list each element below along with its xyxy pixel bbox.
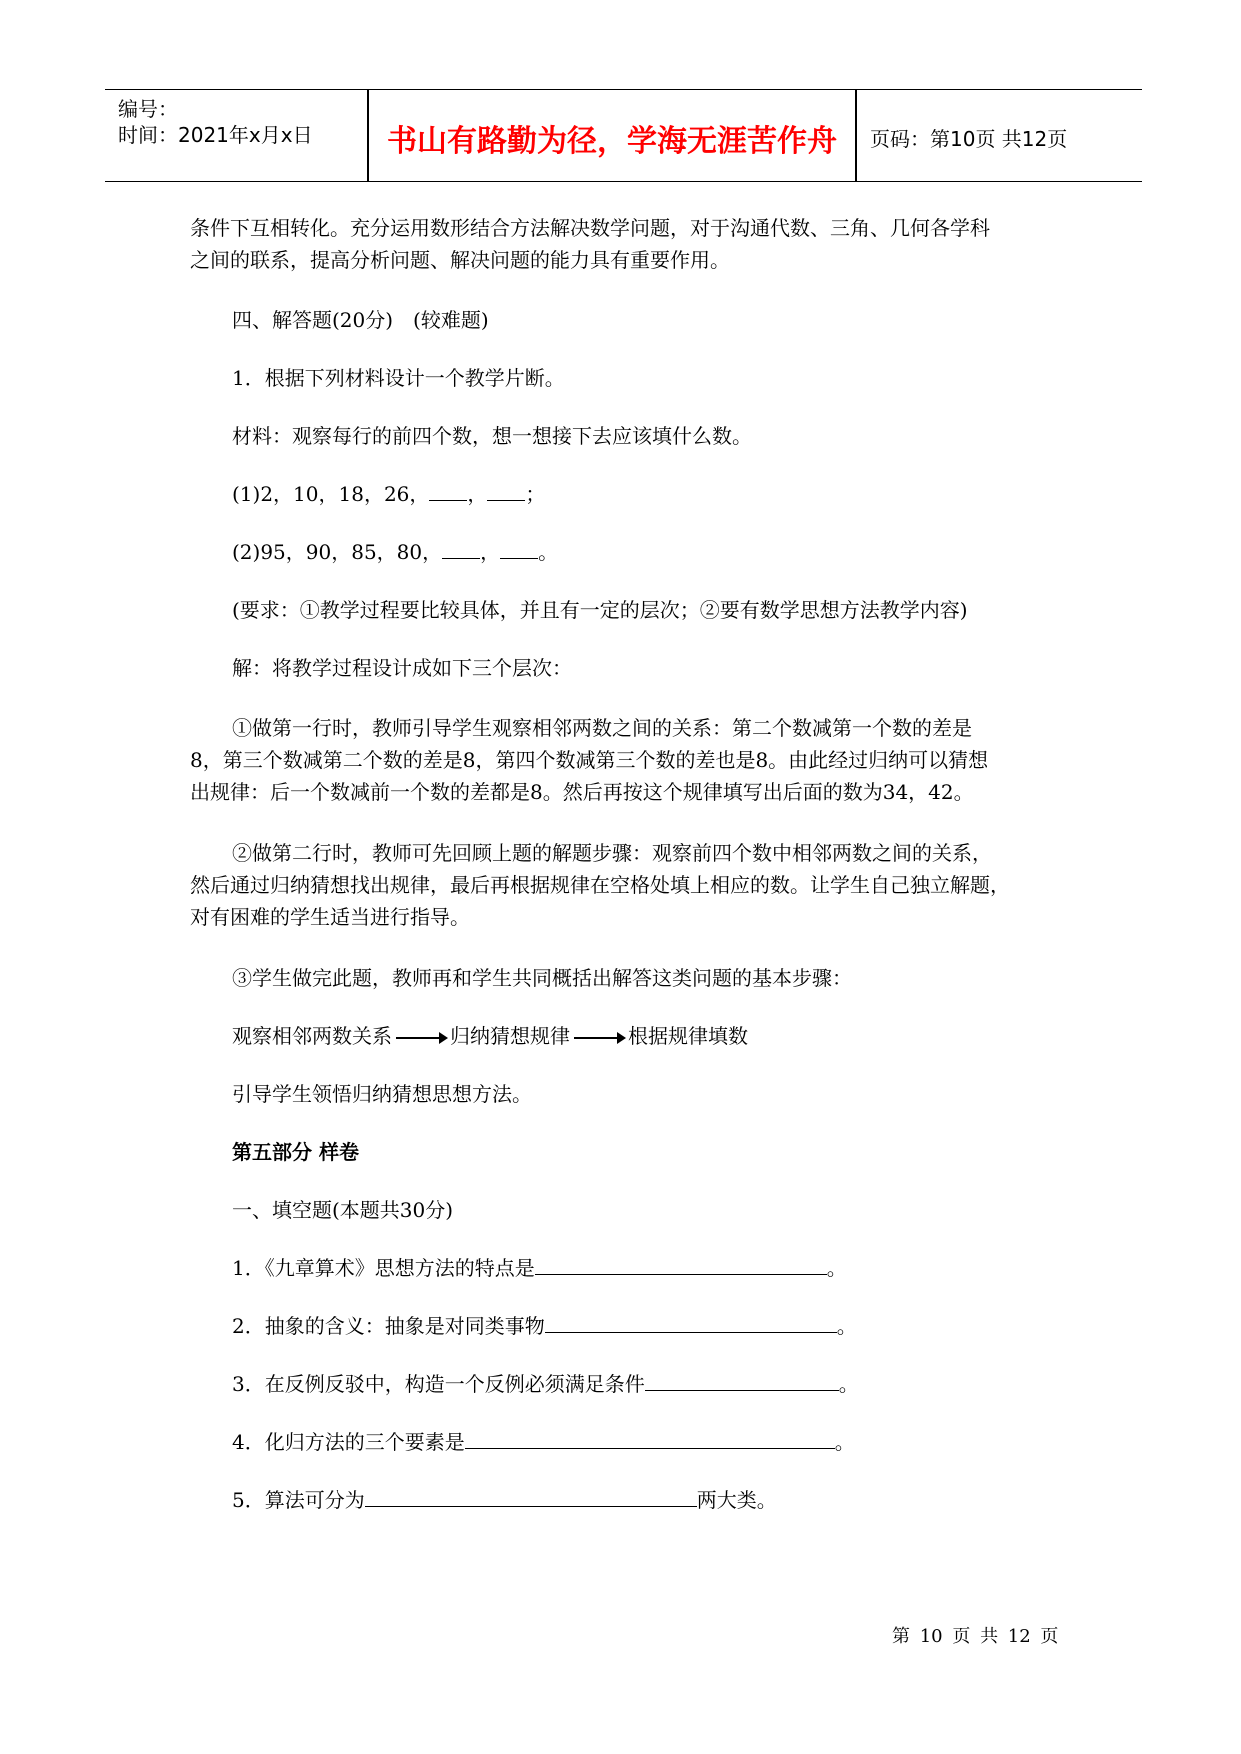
question-text: 两大类。 [696,1488,777,1512]
answer-blank[interactable] [535,1254,827,1275]
answer-blank[interactable] [465,1428,835,1449]
answer-blank[interactable] [500,538,538,559]
fill-question-1 [190,1252,1112,1284]
flow-diagram [190,1020,1112,1052]
paragraph-line: 8，第三个数减第二个数的差是8，第四个数减第三个数的差也是8。由此经过归纳可以猜想 [190,748,989,772]
question-text: 3．在反例反驳中，构造一个反例必须满足条件 [232,1372,645,1396]
section-heading: 一、填空题(本题共30分) [232,1198,454,1222]
flow-step: 观察相邻两数关系 [232,1024,392,1048]
arrow-right-icon [574,1037,624,1039]
header-page-info: 页码：第10页 共12页 [870,127,1068,151]
arrow-right-icon [396,1037,446,1039]
document-number-label: 编号： [118,97,178,121]
separator: 。 [538,540,559,564]
header-meta [118,96,358,148]
solution-intro: 解：将教学过程设计成如下三个层次： [232,656,572,680]
document-time-label: 时间：2021年x月x日 [118,123,313,147]
separator: ， [467,482,488,506]
question-text: 5．算法可分为 [232,1488,365,1512]
page-footer: 第 10 页 共 12 页 [892,1626,1059,1647]
paragraph-line: ①做第一行时，教师引导学生观察相邻两数之间的关系：第二个数减第一个数的差是 [232,716,972,740]
question-text: 4．化归方法的三个要素是 [232,1430,465,1454]
answer-blank[interactable] [545,1312,837,1333]
fill-question-4 [190,1426,1112,1458]
fill-question-5 [190,1484,1112,1516]
separator: ， [480,540,501,564]
answer-blank[interactable] [487,480,525,501]
sequence-text: (1)2，10，18，26， [232,482,430,506]
fill-question-3 [190,1368,1112,1400]
answer-blank[interactable] [442,538,480,559]
flow-step: 根据规律填数 [628,1024,748,1048]
flow-step: 归纳猜想规律 [450,1024,570,1048]
sequence-1 [190,478,1112,510]
period: 。 [836,1314,857,1338]
paragraph-line: 对有困难的学生适当进行指导。 [190,905,470,929]
requirement-text: (要求：①教学过程要比较具体，并且有一定的层次；②要有数学思想方法教学内容) [232,598,968,622]
period: 。 [826,1256,847,1280]
paragraph-line: ②做第二行时，教师可先回顾上题的解题步骤：观察前四个数中相邻两数之间的关系， [232,841,992,865]
sequence-text: (2)95，90，85，80， [232,540,443,564]
paragraph-line: 引导学生领悟归纳猜想思想方法。 [232,1082,532,1106]
header-divider [855,90,857,181]
part-heading: 第五部分 样卷 [232,1140,359,1164]
header-motto: 书山有路勤为径，学海无涯苦作舟 [387,124,837,159]
answer-blank[interactable] [365,1486,697,1507]
paragraph-line: ③学生做完此题，教师再和学生共同概括出解答这类问题的基本步骤： [232,966,852,990]
paragraph-line: 条件下互相转化。充分运用数形结合方法解决数学问题，对于沟通代数、三角、几何各学科 [190,216,990,240]
fill-question-2 [190,1310,1112,1342]
material-text: 材料：观察每行的前四个数，想一想接下去应该填什么数。 [232,424,752,448]
answer-blank[interactable] [645,1370,839,1391]
page-header [105,89,1142,182]
sequence-2 [190,536,1112,568]
paragraph-line: 之间的联系，提高分析问题、解决问题的能力具有重要作用。 [190,248,730,272]
answer-blank[interactable] [429,480,467,501]
question-text: 1．根据下列材料设计一个教学片断。 [232,366,565,390]
paragraph-line: 然后通过归纳猜想找出规律，最后再根据规律在空格处填上相应的数。让学生自己独立解题， [190,873,1010,897]
period: 。 [838,1372,859,1396]
separator: ； [525,482,546,506]
question-text: 1．《九章算术》思想方法的特点是 [232,1256,535,1280]
question-text: 2．抽象的含义：抽象是对同类事物 [232,1314,545,1338]
period: 。 [834,1430,855,1454]
section-heading: 四、解答题(20分) (较难题) [232,308,489,332]
paragraph-line: 出规律：后一个数减前一个数的差都是8。然后再按这个规律填写出后面的数为34，42。 [190,780,974,804]
